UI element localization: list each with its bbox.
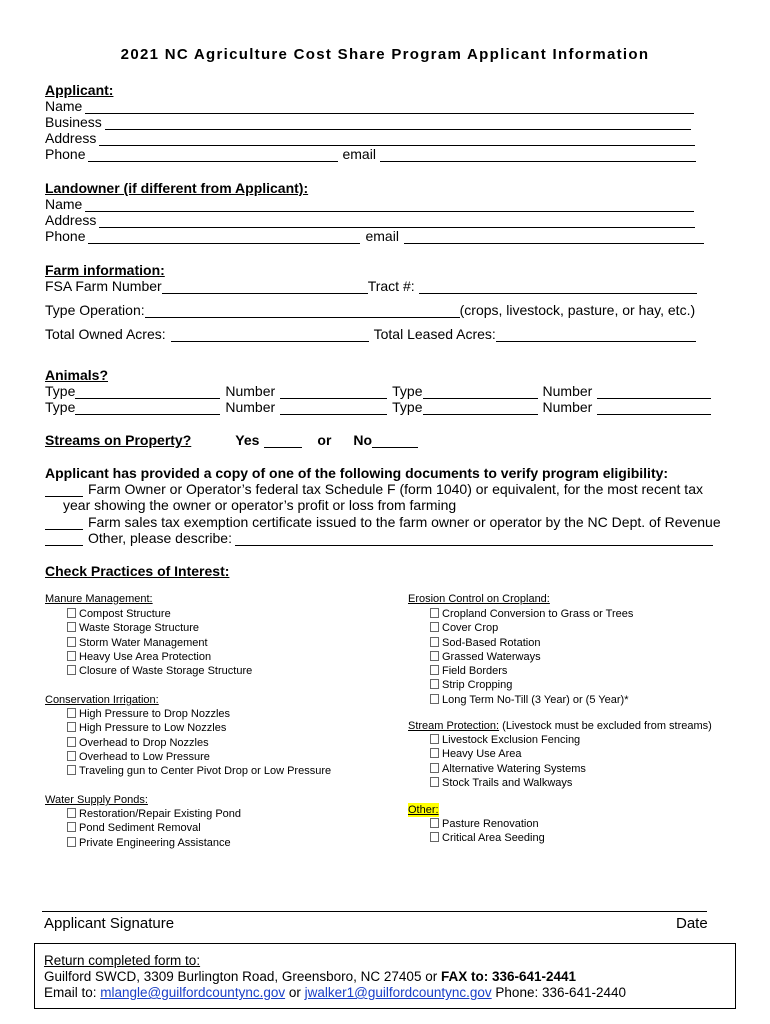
streams-or-label: or <box>317 432 332 448</box>
checkbox-label: Waste Storage Structure <box>79 622 200 635</box>
animal-type-label: Type <box>392 383 423 399</box>
ponds-list <box>67 807 241 850</box>
checkbox-label: Overhead to Drop Nozzles <box>79 736 209 749</box>
email-or-text: or <box>285 985 305 1000</box>
checkbox-label: Sod-Based Rotation <box>442 636 541 649</box>
other-heading: Other: <box>408 804 439 816</box>
checkbox[interactable] <box>67 808 76 818</box>
applicant-email-label: email <box>342 146 376 162</box>
applicant-phone-label: Phone <box>45 146 86 162</box>
checkbox-label: Storm Water Management <box>79 636 208 649</box>
signature-line[interactable] <box>42 911 707 912</box>
checkbox-item[interactable] <box>430 747 586 761</box>
landowner-name-row <box>45 196 694 212</box>
fax-number: FAX to: 336-641-2441 <box>440 969 577 984</box>
applicant-address-row <box>45 130 695 146</box>
document-3-describe-field[interactable] <box>235 532 713 546</box>
animal-number-label: Number <box>225 399 276 415</box>
landowner-phone-field[interactable] <box>88 230 360 244</box>
checkbox[interactable] <box>430 763 439 773</box>
document-3-check-field[interactable] <box>45 532 83 546</box>
owned-acres-label: Total Owned Acres: <box>45 326 166 342</box>
applicant-phone-field[interactable] <box>88 148 338 162</box>
ponds-heading: Water Supply Ponds: <box>45 794 148 806</box>
checkbox-item[interactable] <box>430 607 633 621</box>
checkbox-label: Private Engineering Assistance <box>79 836 231 849</box>
checkbox-item[interactable] <box>67 664 252 678</box>
stream-protection-note: (Livestock must be excluded from streams) <box>499 720 712 732</box>
animal-number-label: Number <box>542 383 593 399</box>
checkbox[interactable] <box>67 765 76 775</box>
applicant-name-field[interactable] <box>85 100 694 114</box>
checkbox[interactable] <box>67 722 76 732</box>
checkbox[interactable] <box>430 832 439 842</box>
checkbox-label: Livestock Exclusion Fencing <box>442 734 581 746</box>
checkbox-label: Pond Sediment Removal <box>79 822 201 835</box>
checkbox-label: Closure of Waste Storage Structure <box>79 665 253 678</box>
checkbox[interactable] <box>430 777 439 787</box>
checkbox[interactable] <box>430 651 439 661</box>
erosion-list <box>430 607 633 707</box>
checkbox-label: Overhead to Low Pressure <box>79 750 210 763</box>
checkbox-label: Cropland Conversion to Grass or Trees <box>442 608 634 620</box>
checkbox-item[interactable] <box>430 621 633 635</box>
checkbox[interactable] <box>67 665 76 675</box>
return-heading: Return completed form to: <box>44 953 201 968</box>
document-2-check-field[interactable] <box>45 516 83 530</box>
email-to-label: Email to: <box>44 985 101 1000</box>
document-1-text-continued: year showing the owner or operator’s profit or loss from farming <box>63 497 457 513</box>
date-label: Date <box>676 915 708 932</box>
irrigation-heading: Conservation Irrigation: <box>45 694 159 706</box>
farm-heading: Farm information: <box>45 262 165 278</box>
stream-protection-heading: Stream Protection: <box>408 720 500 732</box>
checkbox-label: Heavy Use Area Protection <box>79 650 212 663</box>
animal-type-field[interactable] <box>75 401 220 415</box>
applicant-address-field[interactable] <box>99 132 695 146</box>
checkbox-item[interactable] <box>67 636 252 650</box>
animals-row-1 <box>45 383 711 399</box>
other-list <box>430 817 545 846</box>
checkbox-item[interactable] <box>430 664 633 678</box>
checkbox[interactable] <box>67 637 76 647</box>
checkbox-item[interactable] <box>430 650 633 664</box>
tract-field[interactable] <box>419 280 697 294</box>
checkbox-item[interactable] <box>430 733 586 747</box>
page-title: 2021 NC Agriculture Cost Share Program Applicant Information <box>120 46 650 63</box>
documents-heading: Applicant has provided a copy of one of the following documents to verify program eligibility: <box>45 465 669 481</box>
checkbox-item[interactable] <box>430 678 633 692</box>
animal-number-field[interactable] <box>597 401 711 415</box>
applicant-business-row <box>45 114 691 130</box>
checkbox-label: Cover Crop <box>442 622 499 635</box>
animals-heading: Animals? <box>45 367 109 383</box>
document-1-text: Farm Owner or Operator’s federal tax Schedule F (form 1040) or equivalent, for the most recent tax <box>88 481 703 497</box>
checkbox-item[interactable] <box>430 831 545 845</box>
acres-row <box>45 326 696 342</box>
type-operation-row <box>45 302 695 318</box>
animal-number-label: Number <box>542 399 593 415</box>
checkbox[interactable] <box>430 637 439 647</box>
checkbox-item[interactable] <box>430 776 586 790</box>
return-address-text: Guilford SWCD, 3309 Burlington Road, Greensboro, NC 27405 or <box>44 969 441 984</box>
checkbox-label: Traveling gun to Center Pivot Drop or Low Pressure <box>79 765 332 778</box>
checkbox-item[interactable] <box>67 736 331 750</box>
checkbox-item[interactable] <box>67 607 252 621</box>
applicant-name-row <box>45 98 694 114</box>
checkbox[interactable] <box>67 651 76 661</box>
checkbox-label: High Pressure to Drop Nozzles <box>79 708 231 720</box>
landowner-name-label: Name <box>45 196 83 212</box>
landowner-address-row <box>45 212 695 228</box>
checkbox-item[interactable] <box>67 821 241 835</box>
checkbox-label: Strip Cropping <box>442 679 513 692</box>
checkbox-label: Pasture Renovation <box>442 818 539 830</box>
animal-type-field[interactable] <box>75 385 220 399</box>
animal-number-label: Number <box>225 383 276 399</box>
checkbox-item[interactable] <box>67 836 241 850</box>
document-item-2 <box>45 514 721 530</box>
type-operation-label: Type Operation: <box>45 302 145 318</box>
applicant-phone-row <box>45 146 696 162</box>
animal-type-label: Type <box>392 399 423 415</box>
checkbox-label: High Pressure to Low Nozzles <box>79 722 227 735</box>
email-link-jwalker[interactable]: jwalker1@guilfordcountync.gov <box>304 985 492 1000</box>
email-link-mlangle[interactable]: mlangle@guilfordcountync.gov <box>100 985 286 1000</box>
landowner-address-label: Address <box>45 212 97 228</box>
checkbox[interactable] <box>430 622 439 632</box>
landowner-phone-label: Phone <box>45 228 86 244</box>
checkbox[interactable] <box>430 665 439 675</box>
applicant-business-field[interactable] <box>105 116 691 130</box>
document-2-text: Farm sales tax exemption certificate issued to the farm owner or operator by the NC Dept. of Revenue <box>88 514 721 530</box>
applicant-email-field[interactable] <box>380 148 696 162</box>
checkbox-label: Critical Area Seeding <box>442 832 545 845</box>
document-1-check-field[interactable] <box>45 483 83 497</box>
irrigation-list <box>67 707 331 778</box>
document-item-3 <box>45 530 713 546</box>
leased-acres-field[interactable] <box>496 328 696 342</box>
checkbox-item[interactable] <box>67 807 241 821</box>
fsa-farm-number-label: FSA Farm Number <box>45 278 162 294</box>
checkbox[interactable] <box>67 708 76 718</box>
checkbox-item[interactable] <box>67 707 331 721</box>
checkbox-item[interactable] <box>67 621 252 635</box>
document-item-1 <box>45 481 703 497</box>
streams-yes-label: Yes <box>235 432 260 448</box>
checkbox[interactable] <box>67 751 76 761</box>
streams-yes-field[interactable] <box>264 434 302 448</box>
practices-heading: Check Practices of Interest: <box>45 563 230 579</box>
checkbox[interactable] <box>67 608 76 618</box>
landowner-email-field[interactable] <box>404 230 704 244</box>
applicant-business-label: Business <box>45 114 102 130</box>
checkbox-label: Long Term No-Till (3 Year) or (5 Year)* <box>442 693 629 706</box>
animal-number-field[interactable] <box>280 401 387 415</box>
type-operation-field[interactable] <box>145 304 460 318</box>
fsa-farm-number-field[interactable] <box>162 280 368 294</box>
stream-protection-list <box>430 733 586 790</box>
owned-acres-field[interactable] <box>171 328 369 342</box>
checkbox[interactable] <box>67 837 76 847</box>
landowner-heading: Landowner (if different from Applicant): <box>45 180 309 196</box>
landowner-address-field[interactable] <box>99 214 695 228</box>
document-3-text: Other, please describe: <box>88 530 232 546</box>
animal-number-field[interactable] <box>280 385 387 399</box>
applicant-heading: Applicant: <box>45 82 114 98</box>
farm-fsa-row <box>45 278 697 294</box>
animals-row-2 <box>45 399 711 415</box>
checkbox-label: Heavy Use Area <box>442 748 522 761</box>
return-info-box <box>34 943 736 1009</box>
checkbox-item[interactable] <box>430 636 633 650</box>
checkbox[interactable] <box>430 734 439 744</box>
checkbox-item[interactable] <box>67 721 331 735</box>
streams-label: Streams on Property? <box>45 432 192 448</box>
animal-number-field[interactable] <box>597 385 711 399</box>
checkbox-item[interactable] <box>430 762 586 776</box>
manure-heading: Manure Management: <box>45 593 153 605</box>
checkbox-label: Restoration/Repair Existing Pond <box>79 808 242 820</box>
applicant-address-label: Address <box>45 130 97 146</box>
checkbox-label: Grassed Waterways <box>442 650 541 663</box>
streams-no-field[interactable] <box>372 434 418 448</box>
checkbox-item[interactable] <box>67 750 331 764</box>
checkbox-label: Stock Trails and Walkways <box>442 776 573 789</box>
animal-type-label: Type <box>45 383 76 399</box>
animal-type-field[interactable] <box>423 385 538 399</box>
checkbox[interactable] <box>430 608 439 618</box>
checkbox[interactable] <box>67 822 76 832</box>
checkbox-item[interactable] <box>430 693 633 707</box>
landowner-name-field[interactable] <box>85 198 694 212</box>
return-address <box>44 969 576 985</box>
streams-no-label: No <box>353 432 373 448</box>
manure-list <box>67 607 252 678</box>
type-operation-hint: (crops, livestock, pasture, or hay, etc.) <box>459 302 696 318</box>
checkbox-item[interactable] <box>430 817 545 831</box>
checkbox-label: Field Borders <box>442 665 508 678</box>
animal-type-field[interactable] <box>423 401 538 415</box>
return-email-row <box>44 985 626 1001</box>
checkbox[interactable] <box>67 737 76 747</box>
checkbox[interactable] <box>430 818 439 828</box>
checkbox-label: Alternative Watering Systems <box>442 762 586 775</box>
applicant-name-label: Name <box>45 98 83 114</box>
stream-protection-heading-row <box>408 719 712 733</box>
checkbox-item[interactable] <box>67 650 252 664</box>
signature-label: Applicant Signature <box>44 915 175 932</box>
checkbox[interactable] <box>430 694 439 704</box>
phone-text: Phone: 336-641-2440 <box>491 985 627 1000</box>
checkbox[interactable] <box>430 748 439 758</box>
checkbox-label: Compost Structure <box>79 608 171 620</box>
checkbox[interactable] <box>430 679 439 689</box>
checkbox-item[interactable] <box>67 764 331 778</box>
leased-acres-label: Total Leased Acres: <box>373 326 496 342</box>
streams-row <box>45 432 418 448</box>
erosion-heading: Erosion Control on Cropland: <box>408 593 550 605</box>
landowner-phone-row <box>45 228 704 244</box>
tract-label: Tract #: <box>367 278 415 294</box>
landowner-email-label: email <box>365 228 399 244</box>
animal-type-label: Type <box>45 399 76 415</box>
checkbox[interactable] <box>67 622 76 632</box>
